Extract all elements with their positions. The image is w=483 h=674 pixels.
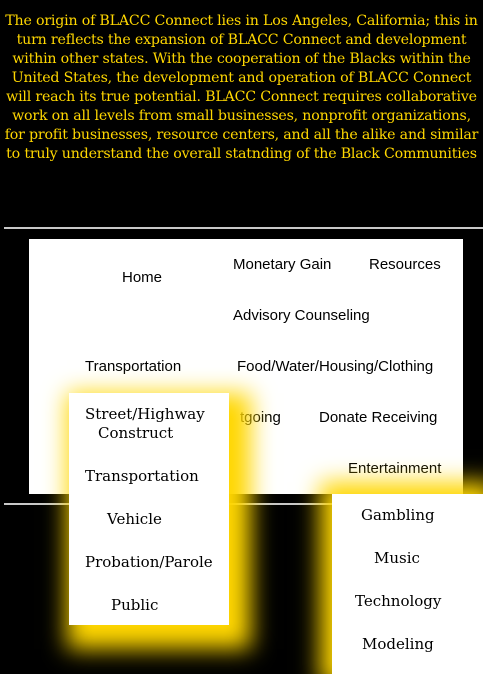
menu-item-gambling[interactable]: Gambling bbox=[361, 506, 435, 524]
menu-item-public[interactable]: Public bbox=[111, 596, 159, 614]
nav-monetary-gain[interactable]: Monetary Gain bbox=[233, 256, 332, 273]
nav-advisory-counseling[interactable]: Advisory Counseling bbox=[233, 307, 370, 324]
intro-line: within other states. With the cooperation of the Blacks within the bbox=[12, 51, 471, 67]
menu-item-modeling[interactable]: Modeling bbox=[362, 635, 434, 653]
menu-item-transportation[interactable]: Transportation bbox=[85, 467, 199, 485]
entertainment-dropdown bbox=[332, 494, 483, 674]
nav-home[interactable]: Home bbox=[122, 269, 163, 286]
intro-line: work on all levels from small businesses, nonprofit organizations, bbox=[12, 108, 471, 124]
nav-entertainment[interactable]: Entertainment bbox=[348, 460, 442, 477]
menu-item-street-highway-construct[interactable]: Construct bbox=[98, 424, 174, 442]
intro-line: turn reflects the expansion of BLACC Connect and development bbox=[16, 32, 467, 48]
menu-item-probation-parole[interactable]: Probation/Parole bbox=[85, 553, 213, 571]
nav-resources[interactable]: Resources bbox=[369, 256, 441, 273]
nav-outgoing[interactable]: tgoing bbox=[240, 409, 281, 426]
intro-paragraph bbox=[0, 12, 483, 164]
nav-donate-receiving[interactable]: Donate Receiving bbox=[319, 409, 438, 426]
menu-item-street-highway[interactable]: Street/Highway bbox=[85, 405, 205, 423]
menu-item-technology[interactable]: Technology bbox=[355, 592, 442, 610]
menu-item-music[interactable]: Music bbox=[374, 549, 420, 567]
nav-transportation[interactable]: Transportation bbox=[85, 358, 182, 375]
intro-line: United States, the development and operation of BLACC Connect bbox=[11, 70, 472, 86]
intro-line: The origin of BLACC Connect lies in Los Angeles, California; this in bbox=[5, 13, 478, 29]
top-divider bbox=[4, 227, 483, 229]
nav-food-water-housing-clothing[interactable]: Food/Water/Housing/Clothing bbox=[237, 358, 434, 375]
intro-line: to truly understand the overall statnding of the Black Communities bbox=[6, 146, 477, 162]
intro-line: will reach its true potential. BLACC Connect requires collaborative bbox=[6, 89, 477, 105]
transportation-dropdown bbox=[69, 393, 229, 625]
intro-line: for profit businesses, resource centers, and all the alike and similar bbox=[4, 127, 479, 143]
menu-item-vehicle[interactable]: Vehicle bbox=[107, 510, 162, 528]
